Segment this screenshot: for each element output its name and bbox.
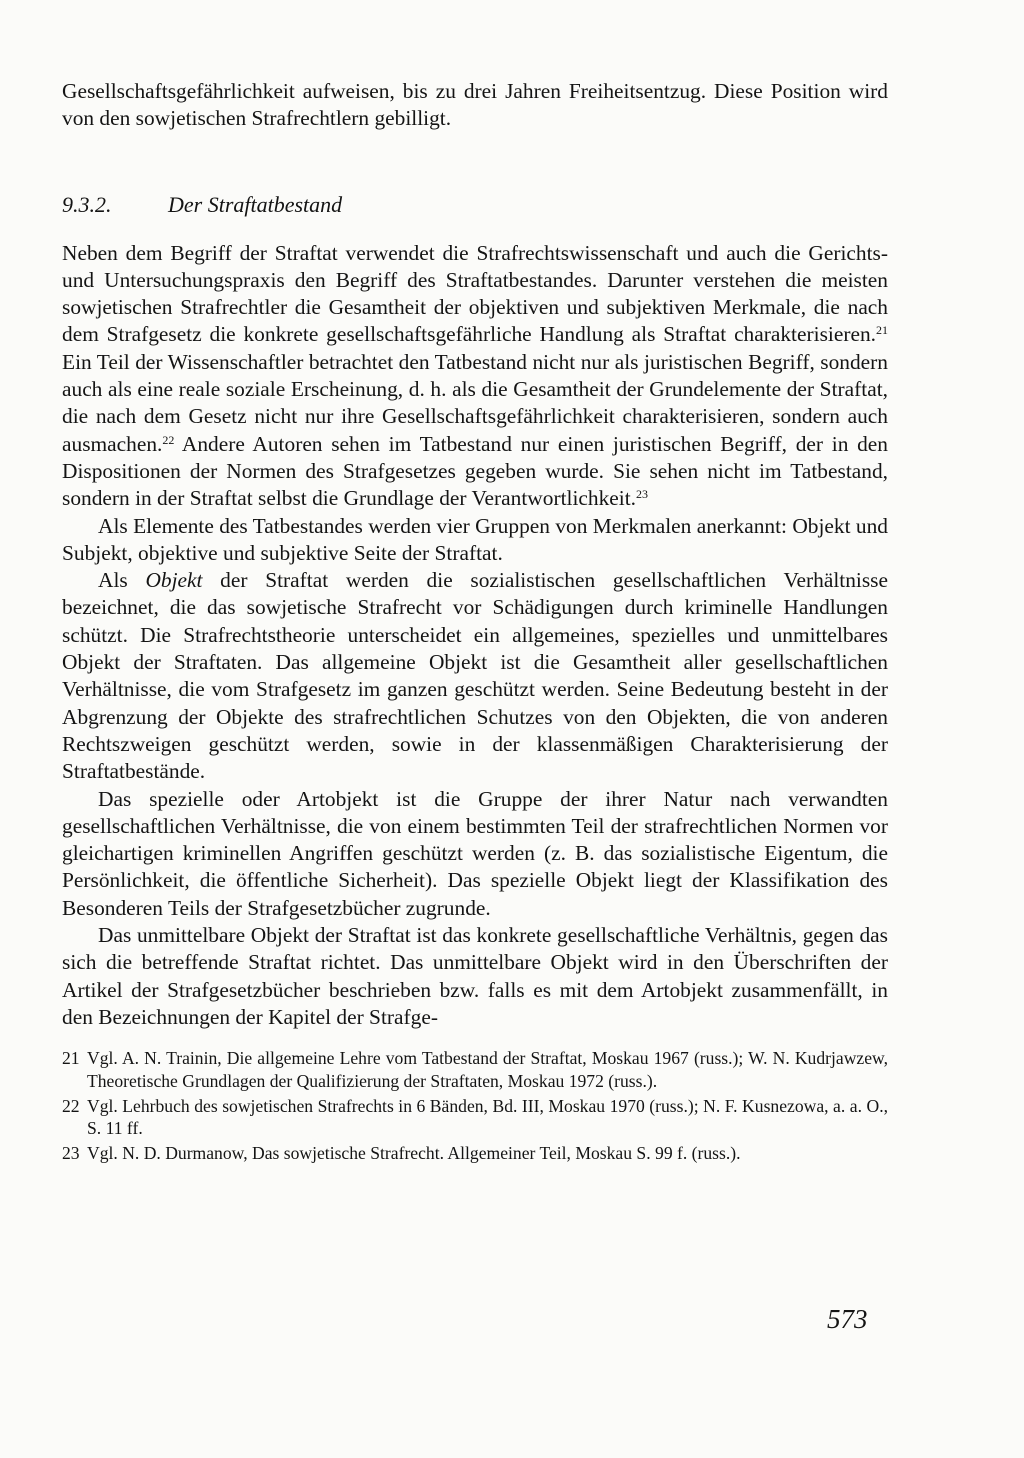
footnote-text: Vgl. N. D. Durmanow, Das sowjetische Strafrecht. Allgemeiner Teil, Moskau S. 99 f. (russ.). [87,1143,741,1164]
paragraph-text: Neben dem Begriff der Straftat verwendet die Strafrechtswissenschaft und auch die Gerichts- und Untersuchungspraxis den Begriff des Straftatbestandes. Darunter verstehen die meisten sowjetischen Strafrechtler die Gesamtheit der objektiven und subjektiven Merkmale, die nach dem Strafgesetz die konkrete gesellschaftsgefährliche Handlung als Straftat charakterisieren. [62,240,888,347]
footnote-number: 21 [62,1048,80,1069]
paragraph-text: Andere Autoren sehen im Tatbestand nur einen juristischen Begriff, der in den Dispositionen der Normen des Strafgesetzes gegeben wurde. Sie sehen nicht im Tatbestand, sondern in der Straftat selbst die Grundlage der Verantwortlichkeit. [62,431,888,511]
paragraph-artobjekt: Das spezielle oder Artobjekt ist die Gruppe der ihrer Natur nach verwandten gesellschaftlichen Verhältnisse, die von einem bestimmten Teil der strafrechtlichen Normen vor gleichartigen kriminellen Angriffen geschützt werden (z. B. das sozialistische Eigentum, die Persönlichkeit, die öffentliche Sicherheit). Das spezielle Objekt liegt der Klassifikation des Besonderen Teils der Strafgesetzbücher zugrunde. [62,786,888,920]
section-title: Der Straftatbestand [168,191,343,217]
paragraph-straftatbestand [62,240,888,513]
footnote-23 [62,1142,888,1164]
footnote-text: Vgl. Lehrbuch des sowjetischen Strafrechts in 6 Bänden, Bd. III, Moskau 1970 (russ.); N. F. Kusnezowa, a. a. O., S. 11 ff. [87,1095,888,1139]
paragraph-objekt [62,567,888,785]
footnote-number: 23 [62,1143,80,1164]
page-number: 573 [827,1304,868,1334]
emphasis-objekt: Objekt [145,568,203,593]
paragraph-text: der Straftat werden die sozialistischen gesellschaftlichen Verhältnisse bezeichnet, die das sowjetische Strafrecht vor Schädigungen durch kriminelle Handlungen schützt. Die Strafrechtstheorie unterscheidet ein allgemeines, spezielles und unmittelbares Objekt der Straftaten. Das allgemeine Objekt ist die Gesamtheit aller gesellschaftlichen Verhältnisse, die vom Strafgesetz im ganzen geschützt werden. Seine Bedeutung besteht in der Abgrenzung der Objekte des strafrechtlichen Schutzes von den Objekten, die von anderen Rechtszweigen geschützt werden, sowie in der klassenmäßigen Charakterisierung der Straftatbestände. [62,568,888,784]
footnote-22 [62,1095,888,1140]
footnotes [62,1047,888,1164]
paragraph-text: Als [98,568,146,593]
paragraph-elemente: Als Elemente des Tatbestandes werden vier Gruppen von Merkmalen anerkannt: Objekt und Subjekt, objektive und subjektive Seite der Straftat. [62,513,888,565]
section-number: 9.3.2. [62,191,112,217]
footnote-number: 22 [62,1095,80,1116]
footnote-21 [62,1047,888,1092]
paragraph-text: Ein Teil der Wissenschaftler betrachtet den Tatbestand nicht nur als juristischen Begriff, sondern auch als eine reale soziale Erscheinung, d. h. als die Gesamtheit der Grundelemente der Straftat, die nach dem Gesetz nicht nur ihre Gesellschaftsgefährlichkeit charakterisieren, sondern auch ausmachen. [62,349,888,456]
footnote-text: Vgl. A. N. Trainin, Die allgemeine Lehre vom Tatbestand der Straftat, Moskau 1967 (russ.); W. N. Kudrjawzew, Theoretische Grundlagen der Qualifizierung der Straftaten, Moskau 1972 (russ.). [87,1048,888,1091]
footnote-ref-22: 22 [162,432,175,447]
intro-paragraph: Gesellschaftsgefährlichkeit aufweisen, bis zu drei Jahren Freiheitsentzug. Diese Position wird von den sowjetischen Strafrechtlern gebilligt. [62,79,888,131]
footnote-ref-23: 23 [636,487,649,502]
page-content [62,78,888,1168]
section-heading [62,191,888,219]
footnote-ref-21: 21 [876,323,888,338]
paragraph-unmittelbares-objekt: Das unmittelbare Objekt der Straftat ist das konkrete gesellschaftliche Verhältnis, gegen das sich die betreffende Straftat richtet. Das unmittelbare Objekt wird in den Überschriften der Artikel der Strafgesetzbücher beschrieben bzw. falls es mit dem Artobjekt zusammenfällt, in den Bezeichnungen der Kapitel der Strafge- [62,923,888,1029]
